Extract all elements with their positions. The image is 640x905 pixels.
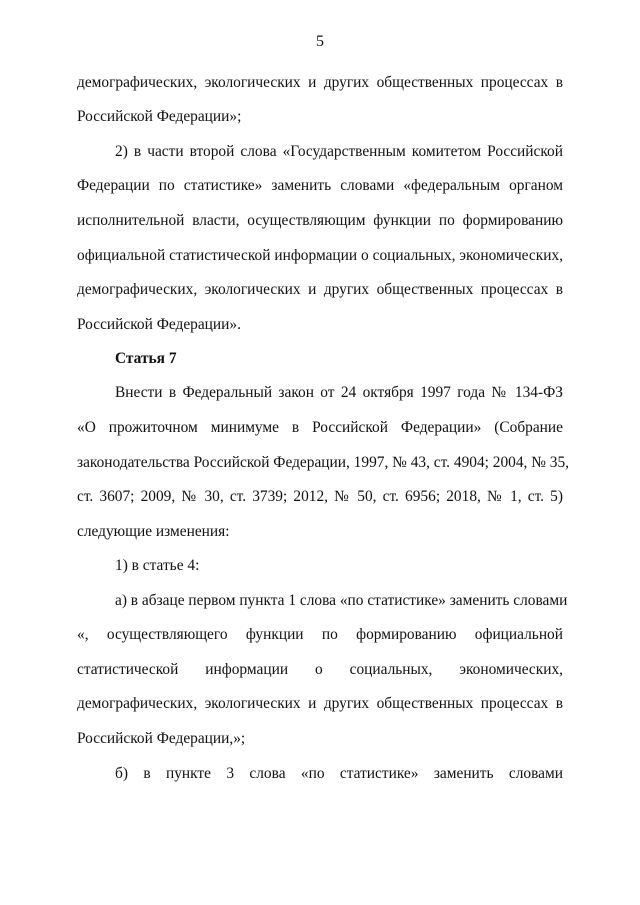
text-line: Федерации по статистике» заменить словами «федеральным органом (77, 177, 563, 194)
text-line: следующие изменения: (77, 523, 230, 540)
text-line: «О прожиточном минимуме в Российской Федерации» (Собрание (77, 419, 563, 436)
text-line: Внести в Федеральный закон от 24 октября 1997 года № 134-ФЗ (115, 384, 563, 401)
text-line: 2) в части второй слова «Государственным комитетом Российской (115, 143, 563, 160)
text-line: Российской Федерации». (77, 316, 241, 333)
text-line: демографических, экологических и других общественных процессах в (77, 74, 563, 91)
text-line: б) в пункте 3 слова «по статистике» заменить словами (115, 765, 563, 782)
text-line: ст. 3607; 2009, № 30, ст. 3739; 2012, № 50, ст. 6956; 2018, № 1, ст. 5) (77, 488, 563, 505)
text-line: официальной статистической информации о социальных, экономических, (77, 247, 563, 264)
text-line: статистической информации о социальных, экономических, (77, 661, 563, 678)
text-line: исполнительной власти, осуществляющим функции по формированию (77, 212, 563, 229)
text-line: Российской Федерации»; (77, 108, 242, 125)
text-line: 1) в статье 4: (115, 557, 200, 574)
text-line: демографических, экологических и других общественных процессах в (77, 281, 563, 298)
text-line: Российской Федерации,»; (77, 730, 246, 747)
text-line: демографических, экологических и других общественных процессах в (77, 695, 563, 712)
page-number: 5 (316, 33, 324, 50)
text-line: а) в абзаце первом пункта 1 слова «по статистике» заменить словами (115, 592, 568, 609)
text-line: законодательства Российской Федерации, 1997, № 43, ст. 4904; 2004, № 35, (77, 454, 570, 471)
article-heading: Статья 7 (115, 350, 177, 367)
text-line: «, осуществляющего функции по формированию официальной (77, 626, 563, 643)
